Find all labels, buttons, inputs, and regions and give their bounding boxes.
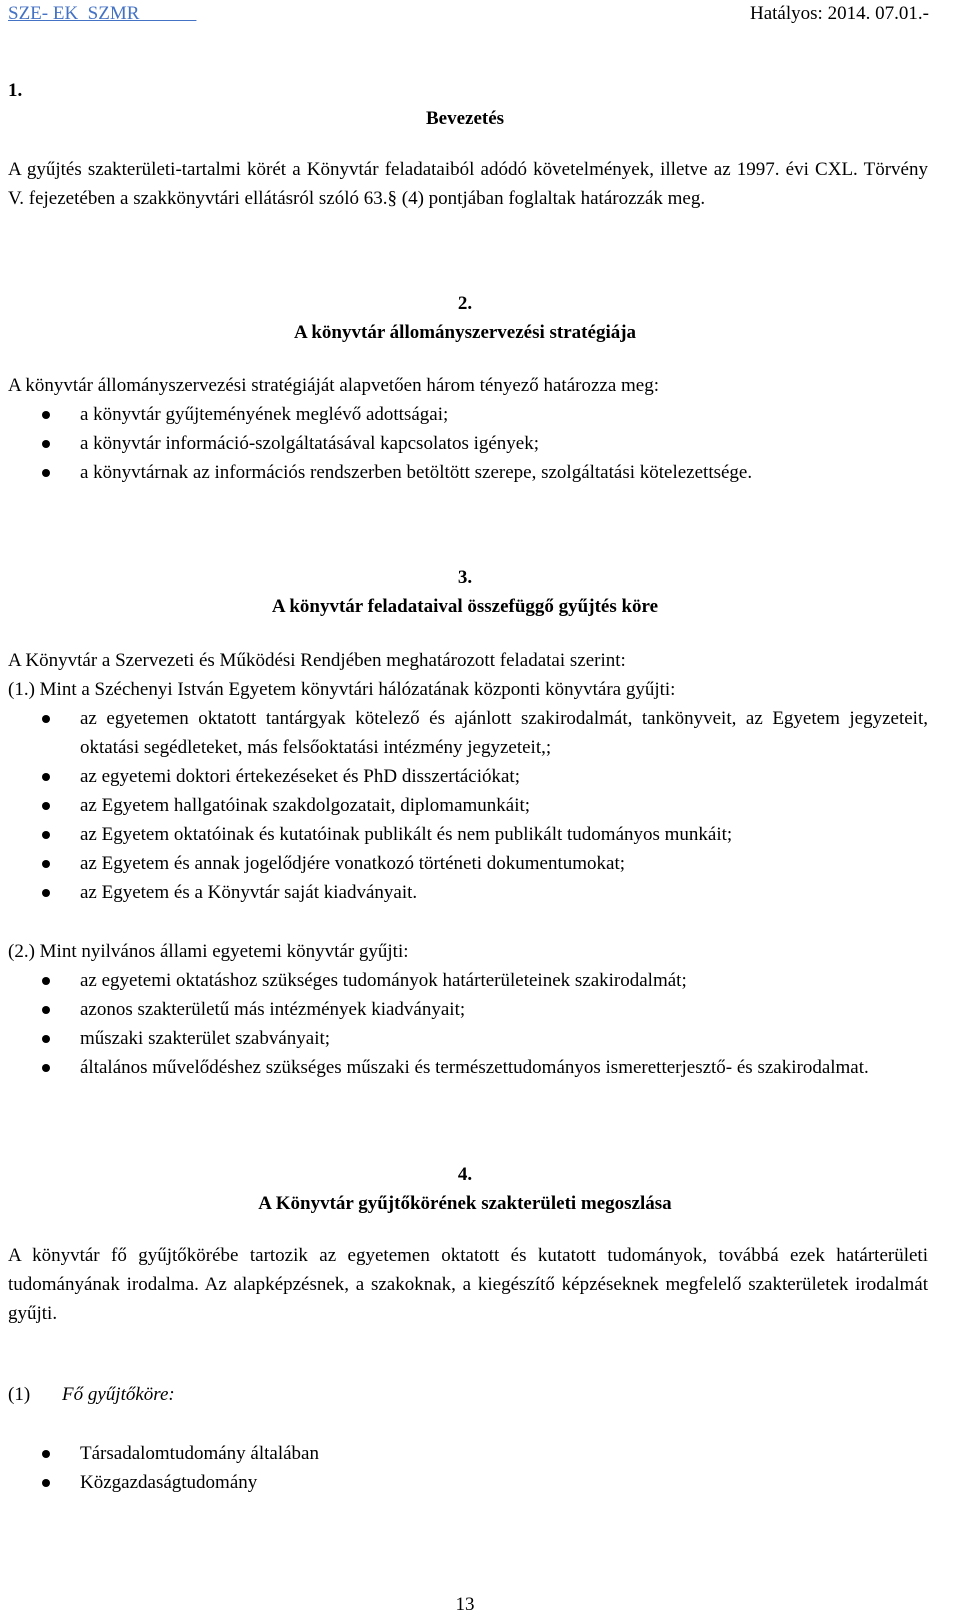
list-item: a könyvtár információ-szolgáltatásával kapcsolatos igények;	[8, 429, 928, 458]
section1-title: Bevezetés	[425, 108, 505, 129]
section4-title: A Könyvtár gyűjtőkörének szakterületi megoszlása	[258, 1193, 672, 1214]
section4-paragraph: A könyvtár fő gyűjtőkörébe tartozik az egyetemen oktatott és kutatott tudományok, továbbá ezek határterületi tudományának irodalma. Az alapképzésnek, a szakoknak, a kiegészítő képzéseknek megfelelő szakterületek irodalmát gyűjti.	[8, 1245, 928, 1324]
list-item: az egyetemen oktatott tantárgyak kötelező és ajánlott szakirodalmát, tankönyveit, az Egyetem jegyzeteit, oktatási segédleteket, más felsőoktatási intézmény jegyzeteit,;	[8, 704, 928, 762]
list-item: általános művelődéshez szükséges műszaki és természettudományos ismeretterjesztő- és szakirodalmat.	[8, 1053, 928, 1082]
list-item: az Egyetem hallgatóinak szakdolgozatait, diplomamunkáit;	[8, 791, 928, 820]
header-effective-date: Hatályos: 2014. 07.01.-	[750, 3, 929, 24]
section4-list	[8, 1439, 928, 1497]
header-document-code: SZE- EK SZMR	[8, 3, 197, 24]
section3-sub2-heading: (2.) Mint nyilvános állami egyetemi könyvtár gyűjti:	[8, 941, 409, 962]
section4-sub-label: (1)	[8, 1384, 31, 1405]
section3-intro: A Könyvtár a Szervezeti és Működési Rendjében meghatározott feladatai szerint:	[8, 650, 626, 671]
list-item: Közgazdaságtudomány	[8, 1468, 928, 1497]
section2-number: 2.	[457, 293, 473, 314]
section4-number: 4.	[457, 1164, 473, 1185]
list-item: műszaki szakterület szabványait;	[8, 1024, 928, 1053]
list-item: az egyetemi doktori értekezéseket és PhD disszertációkat;	[8, 762, 928, 791]
section3-title: A könyvtár feladataival összefüggő gyűjtés köre	[271, 596, 659, 617]
section2-list	[8, 400, 928, 487]
section2-title: A könyvtár állományszervezési stratégiája	[293, 322, 637, 343]
list-item: az Egyetem és a Könyvtár saját kiadványait.	[8, 878, 928, 907]
section4-sub-title: Fő gyűjtőköre:	[62, 1384, 175, 1405]
list-item: a könyvtár gyűjteményének meglévő adottságai;	[8, 400, 928, 429]
section1-paragraph: A gyűjtés szakterületi-tartalmi körét a Könyvtár feladataiból adódó követelmények, illetve az 1997. évi CXL. Törvény V. fejezetében a szakkönyvtári ellátásról szóló 63.§ (4) pontjában foglaltak határozzák meg.	[8, 159, 928, 209]
list-item: a könyvtárnak az információs rendszerben betöltött szerepe, szolgáltatási kötelezettsége.	[8, 458, 928, 487]
section3-sub2-list	[8, 966, 928, 1082]
page-number: 13	[455, 1594, 475, 1615]
list-item: Társadalomtudomány általában	[8, 1439, 928, 1468]
section3-sub1-list	[8, 704, 928, 907]
section3-sub1-heading: (1.) Mint a Széchenyi István Egyetem könyvtári hálózatának központi könyvtára gyűjti:	[8, 679, 676, 700]
list-item: azonos szakterületű más intézmények kiadványait;	[8, 995, 928, 1024]
list-item: az Egyetem és annak jogelődjére vonatkozó történeti dokumentumokat;	[8, 849, 928, 878]
list-item: az Egyetem oktatóinak és kutatóinak publikált és nem publikált tudományos munkáit;	[8, 820, 928, 849]
section2-intro: A könyvtár állományszervezési stratégiáját alapvetően három tényező határozza meg:	[8, 375, 659, 396]
section1-number: 1.	[8, 80, 23, 101]
list-item: az egyetemi oktatáshoz szükséges tudományok határterületeinek szakirodalmát;	[8, 966, 928, 995]
section3-number: 3.	[457, 567, 473, 588]
